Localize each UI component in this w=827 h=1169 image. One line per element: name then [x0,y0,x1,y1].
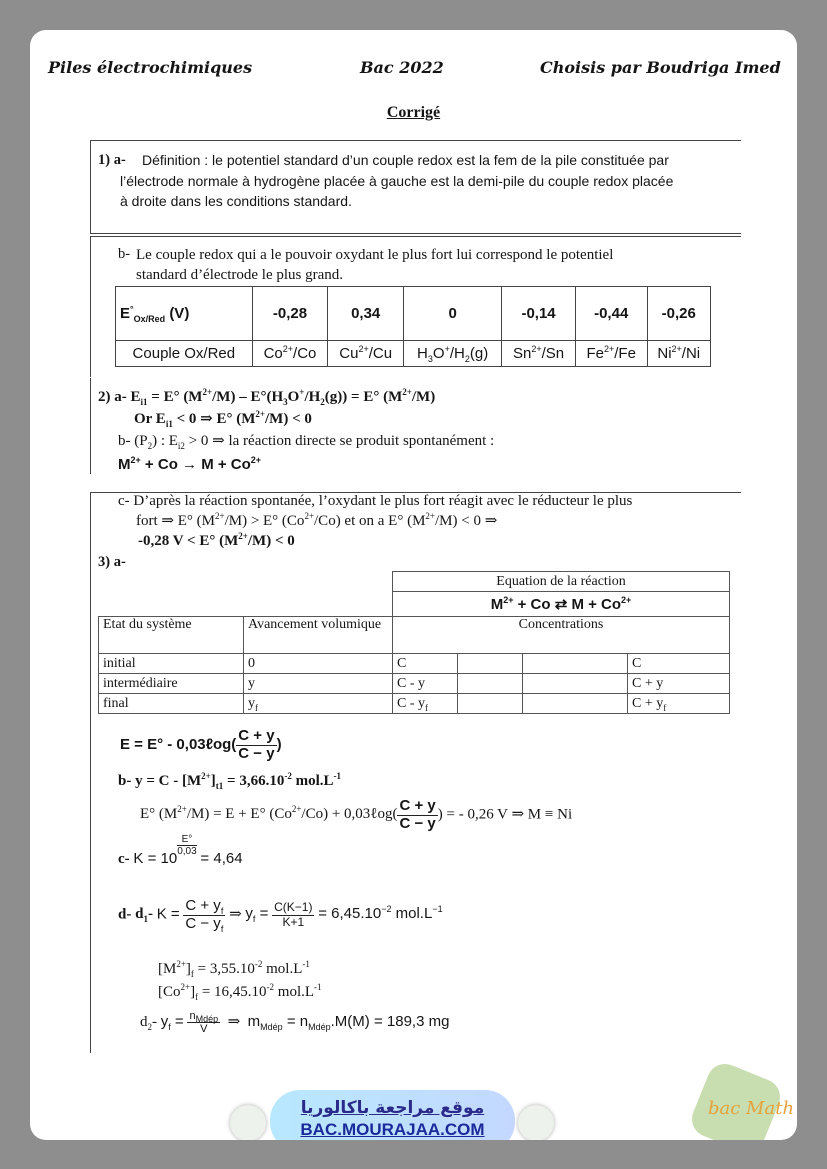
q3-d1-co: $[Co^{2+}]_f = 16,45.10^{-2}$ $mol.L^{-1}$ [158,982,322,1002]
potential-value: -0,26 [647,287,710,341]
site-arabic-name: موقع مراجعة باكالوريا [300,1098,485,1118]
q2-c-line-2: fort ⇒ E° $(M^{2+}/M) > E^\circ$ $(Co^{2+}/Co)$ et on a E° $(M^{2+}/M) < 0$ ⇒ [136,511,498,529]
couple-cell: $Ni^{2+}/Ni$ [647,341,710,367]
q3-label: 3) a- [98,554,126,570]
site-url-link[interactable]: BAC.MOURAJAA.COM [300,1120,485,1139]
couple-cell: $H_3O^+/H_2(g)$ [404,341,502,367]
header-author: Choisis par Boudriga Imed [540,58,781,77]
q1b-line-1: Le couple redox qui a le pouvoir oxydant le plus fort lui correspond le potentiel [136,247,614,263]
cell-conc-co: C + y [628,674,730,694]
q3-b-line-2: E° $(M^{2+}/M) = E + E^\circ$ $(Co^{2+}/Co)$ + 0,03ℓog( $\frac{C + y}{C - y}$ ) = - 0,26 V ⇒ M ≡ Ni [140,797,573,832]
site-badge-left [230,1105,266,1140]
page-title: Corrigé [386,104,441,121]
equation-cell: $M^{2+} + Co$ ⇄ $M + Co^{2+}$ [393,592,730,617]
potential-value: -0,28 [252,287,328,341]
section-2ab [90,378,91,474]
table-row [99,694,730,714]
cell-adv: $y_f$ [244,694,393,714]
cell-conc-empty [523,654,628,674]
page-sheet [30,30,797,1140]
header-state: Etat du système [99,617,244,654]
q2-a-line-2: Or $E_{i1} < 0$ ⇒ E° $(M^{2+}/M) < 0$ [134,409,312,429]
cell-conc-empty [458,654,523,674]
table-row [99,674,730,694]
q1a-line-2: l’électrode normale à hydrogène placée à gauche est la demi-pile du couple redox placée [120,173,674,189]
potential-header-cell: $E^\circ_{Ox/Red}$ (V) [116,287,253,341]
bac-math-logo-text: bac Math [708,1098,795,1119]
q2-b-line-1: b- $(P_2)$ : $E_{i2} > 0$ ⇒ la réaction directe se produit spontanément : [118,433,495,451]
q3-d1-line: d- $d_1-$ K = $\frac{C + y_f}{C - y_f}$ ⇒ $y_f$ = $\frac{C(K-1)}{K+1}$ = $6,45.10^{-2}$ $mol.L^{-1}$ [118,897,443,934]
cell-state: intermédiaire [99,674,244,694]
q1b-line-2: standard d’électrode le plus grand. [136,267,344,283]
q2-c-line-1: c- D’après la réaction spontanée, l’oxydant le plus fort réagit avec le réducteur le plus [118,493,633,509]
q1a-label: 1) a- [98,152,126,168]
advancement-table [98,571,730,714]
cell-adv: 0 [244,654,393,674]
cell-conc-empty [458,674,523,694]
header-concentrations: Concentrations [393,617,730,654]
cell-conc-empty [523,694,628,714]
couple-cell: $Cu^{2+}/Cu$ [328,341,404,367]
potential-value: 0 [404,287,502,341]
equation-title: Equation de la réaction [393,572,730,592]
couple-cell: $Sn^{2+}/Sn$ [502,341,576,367]
couple-header: Couple Ox/Red [116,341,253,367]
nernst-formula: E = E° - 0,03ℓog( $\frac{C + y}{C - y}$ ) [120,727,282,762]
header-subject: Piles électrochimiques [48,58,253,77]
cell-conc-co: C [628,654,730,674]
table-row [99,654,730,674]
site-banner[interactable] [270,1090,515,1140]
q3-d1-m: $[M^{2+}]_f = 3,55.10^{-2}$ $mol.L^{-1}$ [158,959,310,979]
potential-value: 0,34 [328,287,404,341]
q2-c-line-3: -0,28 V < E° $(M^{2+}/M) < 0$ [138,531,295,549]
header-advancement: Avancement volumique [244,617,393,654]
q3-b-line: b- $y = C - [M^{2+}]_{t1} = 3,66.10^{-2}$ $mol.L^{-1}$ [118,771,341,791]
cell-conc-m: C - $y_f$ [393,694,458,714]
q2-a-line-1: 2) a- $E_{i1} = E^\circ$ $(M^{2+}/M) - E^\circ(H_3O^+/H_2(g)) = E^\circ$ $(M^{2+}/M)$ [98,387,436,407]
cell-adv: y [244,674,393,694]
q1b-label: b- [118,246,131,262]
q2-b-reaction: $M^{2+} + Co \to M + Co^{2+}$ [118,455,262,473]
q1a-line-3: à droite dans les conditions standard. [120,193,352,209]
cell-conc-empty [523,674,628,694]
header-exam: Bac 2022 [360,58,444,77]
cell-state: final [99,694,244,714]
cell-conc-m: C - y [393,674,458,694]
cell-conc-co: $C + y_f$ [628,694,730,714]
site-badge-right [518,1105,554,1140]
couple-cell: $Co^{2+}/Co$ [252,341,328,367]
cell-state: initial [99,654,244,674]
cell-conc-m: C [393,654,458,674]
cell-conc-empty [458,694,523,714]
q3-c-line: c- K = 10 $\frac{E^\circ}{0,03}$ = 4,64 [118,834,243,867]
couple-cell: $Fe^{2+}/Fe$ [575,341,647,367]
potential-value: -0,44 [575,287,647,341]
q1a-line-1: Définition : le potentiel standard d’un couple redox est la fem de la pile constituée par [142,152,669,168]
q3-d2-line: $d_2-$ $y_f$ = $\frac{n_{Mdép}}{V}$ ⇒ $m_{Mdép} = n_{Mdép}.M(M) = 189,3$ mg [140,1010,450,1036]
potential-table [115,286,711,367]
potential-value: -0,14 [502,287,576,341]
